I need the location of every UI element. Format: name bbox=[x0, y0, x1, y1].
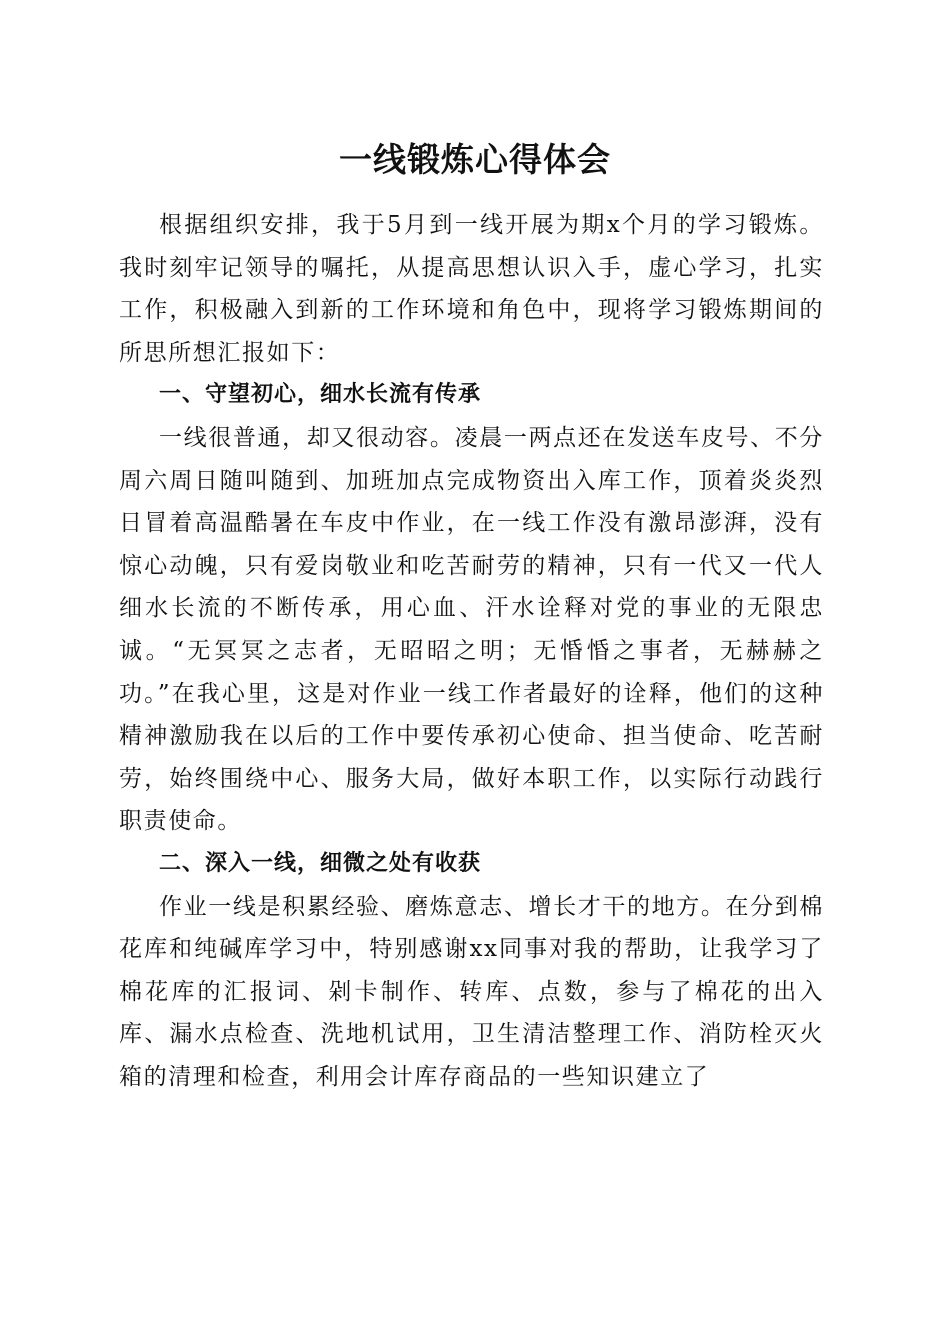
document-body bbox=[119, 204, 824, 1098]
section-2-paragraph: 作业一线是积累经验、磨炼意志、增长才干的地方。在分到棉花库和纯碱库学习中，特别感谢xx同事对我的帮助，让我学习了棉花库的汇报词、剁卡制作、转库、点数，参与了棉花的出入库、漏水点检查、洗地机试用，卫生清洁整理工作、消防栓灭火箱的清理和检查，利用会计库存商品的一些知识建立了 bbox=[119, 893, 824, 1090]
section-heading-1: 一、守望初心，细水长流有传承 bbox=[159, 382, 482, 408]
section-1-paragraph: 一线很普通，却又很动容。凌晨一两点还在发送车皮号、不分周六周日随叫随到、加班加点完成物资出入库工作，顶着炎炎烈日冒着高温酷暑在车皮中作业，在一线工作没有激昂澎湃，没有惊心动魄，只有爱岗敬业和吃苦耐劳的精神，只有一代又一代人细水长流的不断传承，用心血、汗水诠释对党的事业的无限忠诚。“无冥冥之志者，无昭昭之明；无惛惛之事者，无赫赫之功。”在我心里，这是对作业一线工作者最好的诠释，他们的这种精神激励我在以后的工作中要传承初心使命、担当使命、吃苦耐劳，始终围绕中心、服务大局，做好本职工作，以实际行动践行职责使命。 bbox=[119, 424, 824, 835]
section-heading-2: 二、深入一线，细微之处有收获 bbox=[159, 850, 482, 876]
intro-paragraph: 根据组织安排，我于5月到一线开展为期x个月的学习锻炼。我时刻牢记领导的嘱托，从提高思想认识入手，虚心学习，扎实工作，积极融入到新的工作环境和角色中，现将学习锻炼期间的所思所想汇报如下： bbox=[119, 212, 824, 366]
document-title: 一线锻炼心得体会 bbox=[339, 140, 611, 179]
